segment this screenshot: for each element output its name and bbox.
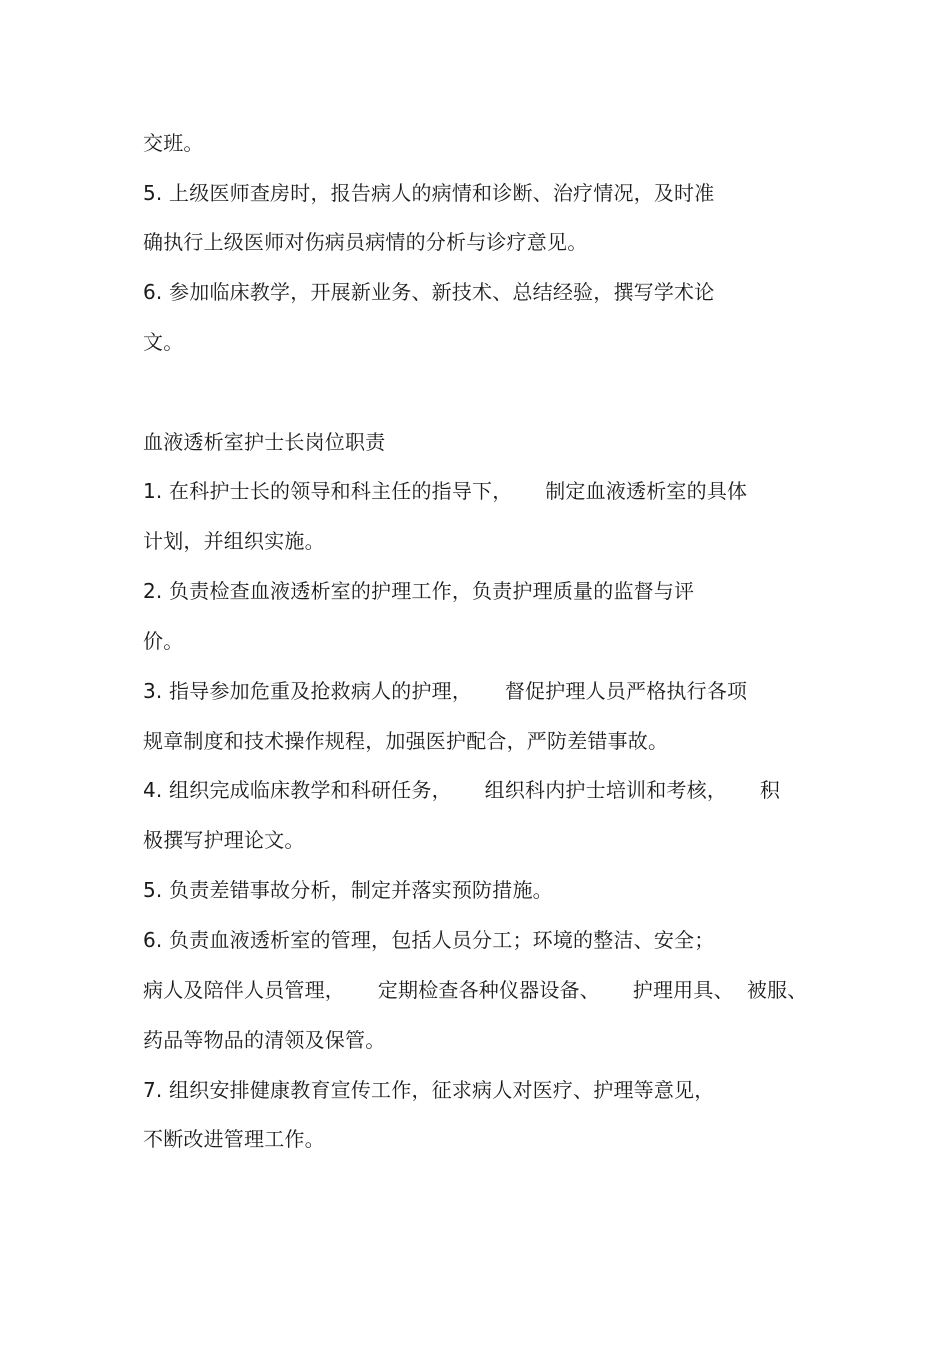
text-line: 1. 在科护士长的领导和科主任的指导下， 制定血液透析室的具体 bbox=[143, 479, 748, 503]
text-line: 价。 bbox=[143, 629, 184, 653]
text-line: 2. 负责检查血液透析室的护理工作，负责护理质量的监督与评 bbox=[143, 579, 695, 603]
text-line: 6. 参加临床教学，开展新业务、新技术、总结经验，撰写学术论 bbox=[143, 280, 715, 304]
text-line: 规章制度和技术操作规程，加强医护配合，严防差错事故。 bbox=[143, 729, 669, 753]
text-line: 交班。 bbox=[143, 131, 204, 155]
text-line: 计划，并组织实施。 bbox=[143, 529, 325, 553]
text-line: 3. 指导参加危重及抢救病人的护理， 督促护理人员严格执行各项 bbox=[143, 679, 748, 703]
text-line: 4. 组织完成临床教学和科研任务， 组织科内护士培训和考核， 积 bbox=[143, 778, 781, 802]
text-line: 文。 bbox=[143, 330, 184, 354]
text-line: 确执行上级医师对伤病员病情的分析与诊疗意见。 bbox=[143, 230, 588, 254]
text-line: 药品等物品的清领及保管。 bbox=[143, 1028, 386, 1052]
text-line: 病人及陪伴人员管理， 定期检查各种仪器设备、 护理用具、 被服、 bbox=[143, 978, 808, 1002]
text-line: 不断改进管理工作。 bbox=[143, 1127, 325, 1151]
text-line: 5. 负责差错事故分析，制定并落实预防措施。 bbox=[143, 878, 553, 902]
section-title: 血液透析室护士长岗位职责 bbox=[143, 430, 386, 454]
text-line: 5. 上级医师查房时，报告病人的病情和诊断、治疗情况，及时准 bbox=[143, 181, 715, 205]
text-line: 7. 组织安排健康教育宣传工作，征求病人对医疗、护理等意见， bbox=[143, 1078, 715, 1102]
text-line: 极撰写护理论文。 bbox=[143, 828, 305, 852]
text-line: 6. 负责血液透析室的管理，包括人员分工；环境的整洁、安全； bbox=[143, 928, 715, 952]
